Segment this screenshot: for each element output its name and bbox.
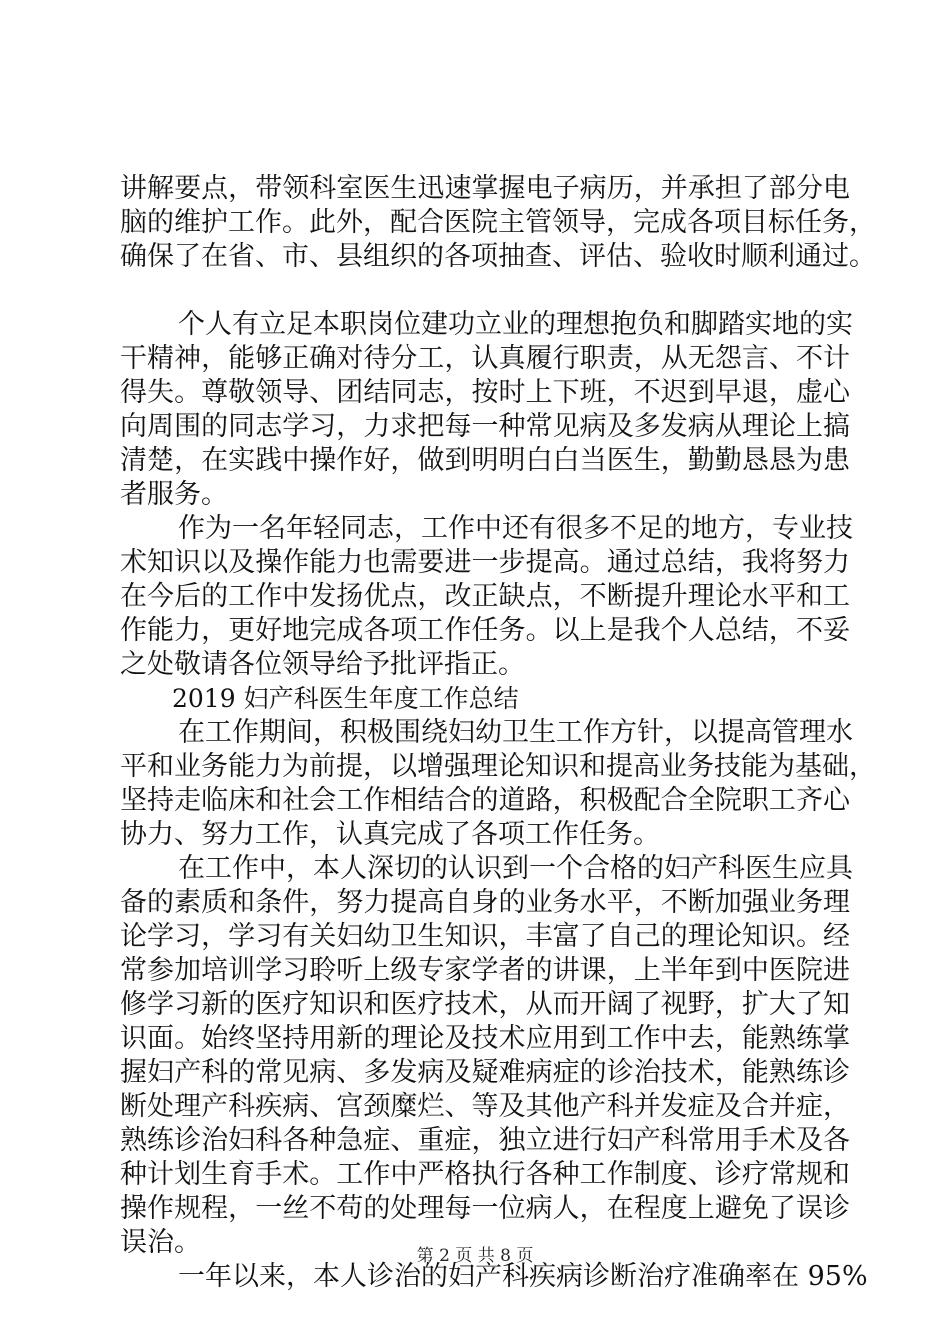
paragraph-work-period [120, 716, 876, 852]
text-line: 清楚，在实践中操作好，做到明明白白当医生，勤勤恳恳为患 [120, 445, 850, 476]
paragraph-attitude [120, 308, 853, 512]
paragraph-professional-skills [120, 852, 853, 1260]
text-line: 脑的维护工作。此外，配合医院主管领导，完成各项目标任务， [120, 207, 876, 238]
text-line: 者服务。 [120, 479, 228, 510]
text-line: 论学习，学习有关妇幼卫生知识，丰富了自己的理论知识。经 [120, 921, 850, 952]
page-number-footer: 第 2 页 共 8 页 [416, 1246, 534, 1266]
text-line: 一年以来，本人诊治的妇产科疾病诊断治疗准确率在 95% [178, 1261, 868, 1292]
text-line: 在工作中，本人深切的认识到一个合格的妇产科医生应具 [178, 853, 853, 884]
text-line: 在今后的工作中发扬优点，改正缺点，不断提升理论水平和工 [120, 581, 850, 612]
text-line: 作能力，更好地完成各项工作任务。以上是我个人总结，不妥 [120, 615, 850, 646]
text-line: 识面。始终坚持用新的理论及技术应用到工作中去，能熟练掌 [120, 1023, 850, 1054]
text-line: 修学习新的医疗知识和医疗技术，从而开阔了视野，扩大了知 [120, 989, 850, 1020]
document-body [120, 172, 876, 1294]
text-line: 种计划生育手术。工作中严格执行各种工作制度、诊疗常规和 [120, 1159, 850, 1190]
text-line: 讲解要点，带领科室医生迅速掌握电子病历，并承担了部分电 [120, 173, 850, 204]
text-line: 在工作期间，积极围绕妇幼卫生工作方针，以提高管理水 [178, 717, 853, 748]
text-line: 误治。 [120, 1227, 201, 1258]
text-line: 熟练诊治妇科各种急症、重症，独立进行妇产科常用手术及各 [120, 1125, 850, 1156]
text-line: 个人有立足本职岗位建功立业的理想抱负和脚踏实地的实 [178, 309, 853, 340]
text-line: 得失。尊敬领导、团结同志，按时上下班，不迟到早退，虚心 [120, 377, 850, 408]
text-line: 向周围的同志学习，力求把每一种常见病及多发病从理论上搞 [120, 411, 850, 442]
text-line: 操作规程，一丝不苟的处理每一位病人，在程度上避免了误诊 [120, 1193, 850, 1224]
text-line: 断处理产科疾病、宫颈糜烂、等及其他产科并发症及合并症， [120, 1091, 850, 1122]
section-heading: 2019 妇产科医生年度工作总结 [172, 684, 519, 713]
text-line: 作为一名年轻同志，工作中还有很多不足的地方，专业技 [178, 513, 853, 544]
text-line: 备的素质和条件，努力提高自身的业务水平，不断加强业务理 [120, 887, 850, 918]
text-line: 坚持走临床和社会工作相结合的道路，积极配合全院职工齐心 [120, 785, 850, 816]
text-line: 握妇产科的常见病、多发病及疑难病症的诊治技术，能熟练诊 [120, 1057, 850, 1088]
text-line: 之处敬请各位领导给予批评指正。 [120, 649, 525, 680]
text-line: 平和业务能力为前提，以增强理论知识和提高业务技能为基础， [120, 751, 876, 782]
paragraph-shortcomings [120, 512, 853, 682]
text-line: 确保了在省、市、县组织的各项抽查、评估、验收时顺利通过。 [120, 241, 876, 272]
text-line: 干精神，能够正确对待分工，认真履行职责，从无怨言、不计 [120, 343, 850, 374]
text-line: 常参加培训学习聆听上级专家学者的讲课，上半年到中医院进 [120, 955, 850, 986]
text-line: 术知识以及操作能力也需要进一步提高。通过总结，我将努力 [120, 547, 850, 578]
paragraph-gap [120, 274, 850, 308]
text-line: 协力、努力工作，认真完成了各项工作任务。 [120, 819, 660, 850]
paragraph-continued [120, 172, 876, 274]
